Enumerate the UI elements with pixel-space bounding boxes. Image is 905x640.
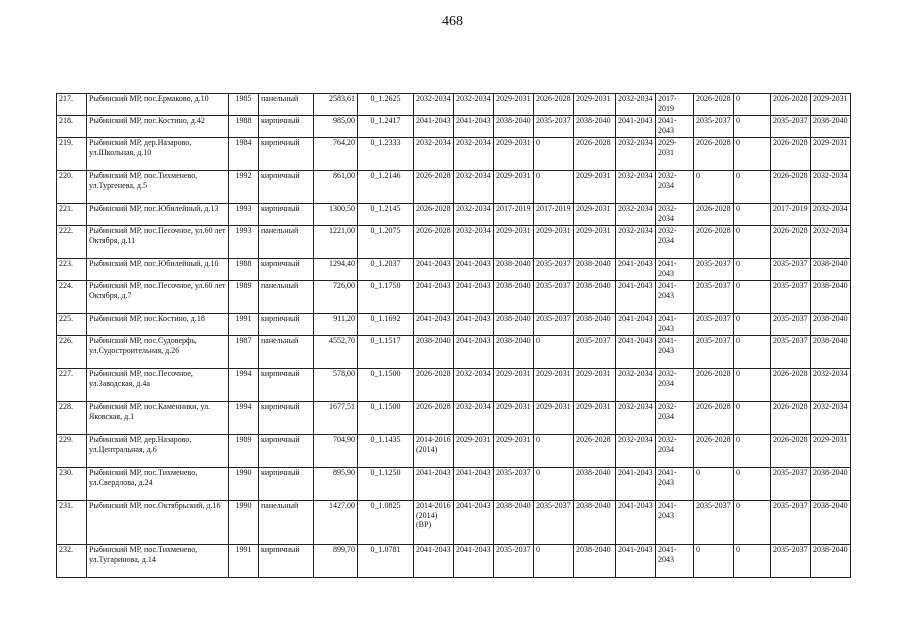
period-cell-4: 0 [534,435,574,468]
material-cell: кирпичный [259,171,314,204]
period-cell-10: 2035-2037 [771,314,811,336]
address-cell: Рыбинский МР, пос.Песочное, ул.60 лет Октября, д.7 [87,281,229,314]
period-cell-10: 2035-2037 [771,545,811,578]
period-cell-6: 2032-2034 [616,94,656,116]
period-cell-5: 2029-2031 [574,369,616,402]
material-cell: панельный [259,226,314,259]
period-cell-5: 2029-2031 [574,204,616,226]
period-cell-6: 2041-2043 [616,116,656,138]
area-cell: 704,90 [314,435,358,468]
period-cell-4: 2035-2037 [534,116,574,138]
period-cell-7: 2032-2034 [656,402,694,435]
period-cell-9: 0 [734,435,771,468]
period-cell-11: 2038-2040 [811,281,851,314]
period-cell-1: 2032-2034 [414,94,454,116]
area-cell: 578,00 [314,369,358,402]
table-row [57,435,851,468]
period-cell-10: 2026-2028 [771,402,811,435]
table-row [57,171,851,204]
period-cell-9: 0 [734,369,771,402]
row-number: 225. [57,314,87,336]
row-number: 218. [57,116,87,138]
period-cell-1: 2032-2034 [414,138,454,171]
year-cell: 1990 [229,501,259,545]
period-cell-5: 2038-2040 [574,545,616,578]
period-cell-10: 2035-2037 [771,116,811,138]
period-cell-6: 2041-2043 [616,336,656,369]
area-cell: 1427,00 [314,501,358,545]
period-cell-1: 2041-2043 [414,116,454,138]
period-cell-7: 2032-2034 [656,435,694,468]
row-number: 228. [57,402,87,435]
period-cell-8: 2026-2028 [694,138,734,171]
period-cell-9: 0 [734,336,771,369]
row-number: 223. [57,259,87,281]
period-cell-5: 2038-2040 [574,468,616,501]
period-cell-2: 2041-2043 [454,545,494,578]
period-cell-7: 2032-2034 [656,171,694,204]
period-cell-9: 0 [734,94,771,116]
period-cell-8: 2035-2037 [694,116,734,138]
period-cell-3: 2038-2040 [494,501,534,545]
period-cell-10: 2026-2028 [771,435,811,468]
code-cell: 0_1.2417 [358,116,414,138]
period-cell-4: 2035-2037 [534,314,574,336]
address-cell: Рыбинский МР, пос.Костино, д.42 [87,116,229,138]
year-cell: 1993 [229,226,259,259]
period-cell-4: 2029-2031 [534,402,574,435]
code-cell: 0_1.0781 [358,545,414,578]
period-cell-1: 2026-2028 [414,402,454,435]
material-cell: кирпичный [259,435,314,468]
material-cell: кирпичный [259,259,314,281]
period-cell-4: 0 [534,468,574,501]
period-cell-6: 2032-2034 [616,369,656,402]
code-cell: 0_1.2075 [358,226,414,259]
code-cell: 0_1.1750 [358,281,414,314]
period-cell-6: 2041-2043 [616,501,656,545]
period-cell-5: 2038-2040 [574,259,616,281]
period-cell-3: 2038-2040 [494,281,534,314]
period-cell-4: 2035-2037 [534,501,574,545]
period-cell-7: 2032-2034 [656,226,694,259]
period-cell-11: 2038-2040 [811,259,851,281]
period-cell-7: 2041-2043 [656,468,694,501]
row-number: 232. [57,545,87,578]
material-cell: кирпичный [259,204,314,226]
period-cell-1: 2041-2043 [414,545,454,578]
material-cell: кирпичный [259,314,314,336]
area-cell: 861,00 [314,171,358,204]
table-row [57,402,851,435]
period-cell-2: 2041-2043 [454,116,494,138]
code-cell: 0_1.1500 [358,369,414,402]
row-number: 224. [57,281,87,314]
material-cell: панельный [259,94,314,116]
period-cell-6: 2032-2034 [616,402,656,435]
period-cell-11: 2038-2040 [811,336,851,369]
period-cell-2: 2041-2043 [454,336,494,369]
period-cell-6: 2041-2043 [616,259,656,281]
period-cell-6: 2041-2043 [616,545,656,578]
period-cell-3: 2035-2037 [494,545,534,578]
address-cell: Рыбинский МР, пос.Костино, д.18 [87,314,229,336]
period-cell-11: 2032-2034 [811,369,851,402]
period-cell-4: 0 [534,138,574,171]
row-number: 227. [57,369,87,402]
year-cell: 1984 [229,138,259,171]
material-cell: кирпичный [259,402,314,435]
period-cell-2: 2032-2034 [454,204,494,226]
period-cell-6: 2041-2043 [616,281,656,314]
period-cell-6: 2032-2034 [616,204,656,226]
period-cell-11: 2032-2034 [811,171,851,204]
period-cell-2: 2041-2043 [454,314,494,336]
area-cell: 4552,70 [314,336,358,369]
period-cell-3: 2029-2031 [494,94,534,116]
period-cell-7: 2041-2043 [656,259,694,281]
period-cell-11: 2029-2031 [811,94,851,116]
period-cell-3: 2029-2031 [494,226,534,259]
period-cell-2: 2041-2043 [454,468,494,501]
area-cell: 1300,50 [314,204,358,226]
year-cell: 1987 [229,336,259,369]
address-cell: Рыбинский МР, пос.Тихменево, ул.Тургенева, д.5 [87,171,229,204]
period-cell-6: 2032-2034 [616,138,656,171]
period-cell-3: 2029-2031 [494,435,534,468]
period-cell-8: 0 [694,468,734,501]
area-cell: 985,00 [314,116,358,138]
page-number: 468 [442,14,463,29]
period-cell-7: 2041-2043 [656,501,694,545]
period-cell-5: 2038-2040 [574,501,616,545]
period-cell-5: 2038-2040 [574,281,616,314]
period-cell-7: 2041-2043 [656,545,694,578]
row-number: 230. [57,468,87,501]
year-cell: 1985 [229,94,259,116]
row-number: 219. [57,138,87,171]
period-cell-11: 2032-2034 [811,204,851,226]
row-number: 222. [57,226,87,259]
period-cell-8: 0 [694,545,734,578]
period-cell-4: 2026-2028 [534,94,574,116]
period-cell-7: 2041-2043 [656,314,694,336]
row-number: 226. [57,336,87,369]
year-cell: 1989 [229,435,259,468]
table-row [57,501,851,545]
period-cell-3: 2038-2040 [494,259,534,281]
code-cell: 0_1.2037 [358,259,414,281]
area-cell: 764,20 [314,138,358,171]
address-cell: Рыбинский МР, пос.Юбилейный, д.10 [87,259,229,281]
address-cell: Рыбинский МР, пос.Песочное, ул.Заводская, д.4а [87,369,229,402]
period-cell-2: 2029-2031 [454,435,494,468]
period-cell-8: 0 [694,171,734,204]
period-cell-2: 2032-2034 [454,94,494,116]
table-row [57,259,851,281]
period-cell-10: 2026-2028 [771,138,811,171]
material-cell: панельный [259,336,314,369]
table-row [57,116,851,138]
period-cell-11: 2029-2031 [811,138,851,171]
period-cell-9: 0 [734,226,771,259]
period-cell-2: 2032-2034 [454,138,494,171]
period-cell-7: 2041-2043 [656,336,694,369]
period-cell-3: 2029-2031 [494,369,534,402]
period-cell-3: 2029-2031 [494,402,534,435]
period-cell-10: 2035-2037 [771,468,811,501]
period-cell-1: 2041-2043 [414,314,454,336]
period-cell-5: 2026-2028 [574,138,616,171]
material-cell: панельный [259,281,314,314]
period-cell-3: 2017-2019 [494,204,534,226]
period-cell-11: 2032-2034 [811,402,851,435]
period-cell-10: 2017-2019 [771,204,811,226]
code-cell: 0_1.1692 [358,314,414,336]
address-cell: Рыбинский МР, пос.Тихменево, ул.Тугаринова, д.14 [87,545,229,578]
address-cell: Рыбинский МР, пос.Октябрьский, д.16 [87,501,229,545]
area-cell: 1221,00 [314,226,358,259]
period-cell-8: 2035-2037 [694,281,734,314]
period-cell-1: 2026-2028 [414,226,454,259]
period-cell-11: 2029-2031 [811,435,851,468]
period-cell-11: 2038-2040 [811,545,851,578]
period-cell-8: 2026-2028 [694,204,734,226]
year-cell: 1992 [229,171,259,204]
period-cell-1: 2041-2043 [414,281,454,314]
period-cell-10: 2035-2037 [771,501,811,545]
address-cell: Рыбинский МР, пос.Тихменево, ул.Свердлова, д.24 [87,468,229,501]
period-cell-11: 2038-2040 [811,314,851,336]
period-cell-1: 2026-2028 [414,171,454,204]
table-body [57,94,851,578]
area-cell: 899,70 [314,545,358,578]
code-cell: 0_1.1435 [358,435,414,468]
table-row [57,281,851,314]
area-cell: 911,20 [314,314,358,336]
code-cell: 0_1.2333 [358,138,414,171]
period-cell-6: 2041-2043 [616,468,656,501]
row-number: 217. [57,94,87,116]
period-cell-3: 2038-2040 [494,314,534,336]
period-cell-3: 2038-2040 [494,116,534,138]
period-cell-10: 2026-2028 [771,226,811,259]
address-cell: Рыбинский МР, дер.Назарово, ул.Школьная, д.10 [87,138,229,171]
period-cell-9: 0 [734,116,771,138]
period-cell-4: 0 [534,171,574,204]
period-cell-7: 2041-2043 [656,116,694,138]
period-cell-8: 2035-2037 [694,259,734,281]
table-row [57,468,851,501]
material-cell: панельный [259,501,314,545]
code-cell: 0_1.2145 [358,204,414,226]
period-cell-2: 2041-2043 [454,281,494,314]
period-cell-2: 2032-2034 [454,402,494,435]
period-cell-9: 0 [734,259,771,281]
period-cell-2: 2032-2034 [454,369,494,402]
period-cell-1: 2014-2016 (2014) [414,435,454,468]
address-cell: Рыбинский МР, пос.Судоверфь, ул.Судостроительная, д.26 [87,336,229,369]
address-cell: Рыбинский МР, пос.Юбилейный, д.13 [87,204,229,226]
period-cell-5: 2029-2031 [574,171,616,204]
code-cell: 0_1.0825 [358,501,414,545]
period-cell-8: 2035-2037 [694,314,734,336]
area-cell: 726,00 [314,281,358,314]
period-cell-11: 2032-2034 [811,226,851,259]
period-cell-1: 2038-2040 [414,336,454,369]
period-cell-5: 2026-2028 [574,435,616,468]
row-number: 231. [57,501,87,545]
period-cell-1: 2041-2043 [414,259,454,281]
period-cell-6: 2032-2034 [616,171,656,204]
period-cell-5: 2035-2037 [574,336,616,369]
period-cell-5: 2038-2040 [574,116,616,138]
period-cell-8: 2026-2028 [694,369,734,402]
period-cell-4: 2035-2037 [534,281,574,314]
row-number: 220. [57,171,87,204]
table-row [57,545,851,578]
period-cell-8: 2026-2028 [694,226,734,259]
material-cell: кирпичный [259,545,314,578]
period-cell-1: 2026-2028 [414,369,454,402]
period-cell-3: 2038-2040 [494,336,534,369]
code-cell: 0_1.1250 [358,468,414,501]
year-cell: 1989 [229,281,259,314]
period-cell-7: 2017-2019 [656,94,694,116]
period-cell-7: 2032-2034 [656,369,694,402]
period-cell-8: 2026-2028 [694,402,734,435]
period-cell-5: 2038-2040 [574,314,616,336]
period-cell-10: 2035-2037 [771,281,811,314]
period-cell-8: 2026-2028 [694,94,734,116]
table-row [57,336,851,369]
period-cell-10: 2035-2037 [771,336,811,369]
period-cell-11: 2038-2040 [811,468,851,501]
year-cell: 1993 [229,204,259,226]
period-cell-10: 2026-2028 [771,94,811,116]
table-row [57,94,851,116]
code-cell: 0_1.1517 [358,336,414,369]
area-cell: 1294,40 [314,259,358,281]
period-cell-2: 2041-2043 [454,501,494,545]
period-cell-9: 0 [734,204,771,226]
period-cell-9: 0 [734,501,771,545]
code-cell: 0_1.2146 [358,171,414,204]
period-cell-4: 2017-2019 [534,204,574,226]
period-cell-4: 2029-2031 [534,226,574,259]
period-cell-7: 2041-2043 [656,281,694,314]
housing-register-table [56,93,851,578]
period-cell-8: 2035-2037 [694,501,734,545]
area-cell: 895,90 [314,468,358,501]
period-cell-2: 2032-2034 [454,226,494,259]
period-cell-5: 2029-2031 [574,226,616,259]
code-cell: 0_1.2625 [358,94,414,116]
table-row [57,226,851,259]
period-cell-11: 2038-2040 [811,501,851,545]
period-cell-6: 2032-2034 [616,226,656,259]
period-cell-3: 2029-2031 [494,138,534,171]
period-cell-9: 0 [734,545,771,578]
address-cell: Рыбинский МР, пос.Песочное, ул.60 лет Октября, д.11 [87,226,229,259]
material-cell: кирпичный [259,468,314,501]
address-cell: Рыбинский МР, дер.Назарово, ул.Центральная, д.6 [87,435,229,468]
period-cell-11: 2038-2040 [811,116,851,138]
table-row [57,314,851,336]
period-cell-4: 2029-2031 [534,369,574,402]
period-cell-9: 0 [734,281,771,314]
row-number: 221. [57,204,87,226]
period-cell-2: 2032-2034 [454,171,494,204]
period-cell-8: 2026-2028 [694,435,734,468]
period-cell-4: 2035-2037 [534,259,574,281]
address-cell: Рыбинский МР, пос.Ермаково, д.10 [87,94,229,116]
period-cell-9: 0 [734,468,771,501]
material-cell: кирпичный [259,369,314,402]
table-row [57,204,851,226]
period-cell-3: 2035-2037 [494,468,534,501]
period-cell-7: 2032-2034 [656,204,694,226]
period-cell-9: 0 [734,138,771,171]
period-cell-1: 2014-2016 (2014) (ВР) [414,501,454,545]
period-cell-6: 2032-2034 [616,435,656,468]
area-cell: 2583,61 [314,94,358,116]
period-cell-5: 2029-2031 [574,402,616,435]
period-cell-10: 2026-2028 [771,369,811,402]
period-cell-6: 2041-2043 [616,314,656,336]
period-cell-10: 2026-2028 [771,171,811,204]
period-cell-9: 0 [734,314,771,336]
material-cell: кирпичный [259,138,314,171]
year-cell: 1991 [229,314,259,336]
period-cell-7: 2029-2031 [656,138,694,171]
year-cell: 1994 [229,402,259,435]
table-row [57,138,851,171]
material-cell: кирпичный [259,116,314,138]
year-cell: 1988 [229,259,259,281]
code-cell: 0_1.1500 [358,402,414,435]
period-cell-8: 2035-2037 [694,336,734,369]
period-cell-9: 0 [734,402,771,435]
period-cell-2: 2041-2043 [454,259,494,281]
address-cell: Рыбинский МР, пос.Каменники, ул. Яковская, д.1 [87,402,229,435]
year-cell: 1991 [229,545,259,578]
year-cell: 1988 [229,116,259,138]
period-cell-5: 2029-2031 [574,94,616,116]
period-cell-3: 2029-2031 [494,171,534,204]
table-row [57,369,851,402]
period-cell-1: 2026-2028 [414,204,454,226]
period-cell-1: 2041-2043 [414,468,454,501]
period-cell-4: 0 [534,336,574,369]
period-cell-9: 0 [734,171,771,204]
year-cell: 1994 [229,369,259,402]
period-cell-10: 2035-2037 [771,259,811,281]
row-number: 229. [57,435,87,468]
year-cell: 1990 [229,468,259,501]
period-cell-4: 0 [534,545,574,578]
area-cell: 1677,51 [314,402,358,435]
